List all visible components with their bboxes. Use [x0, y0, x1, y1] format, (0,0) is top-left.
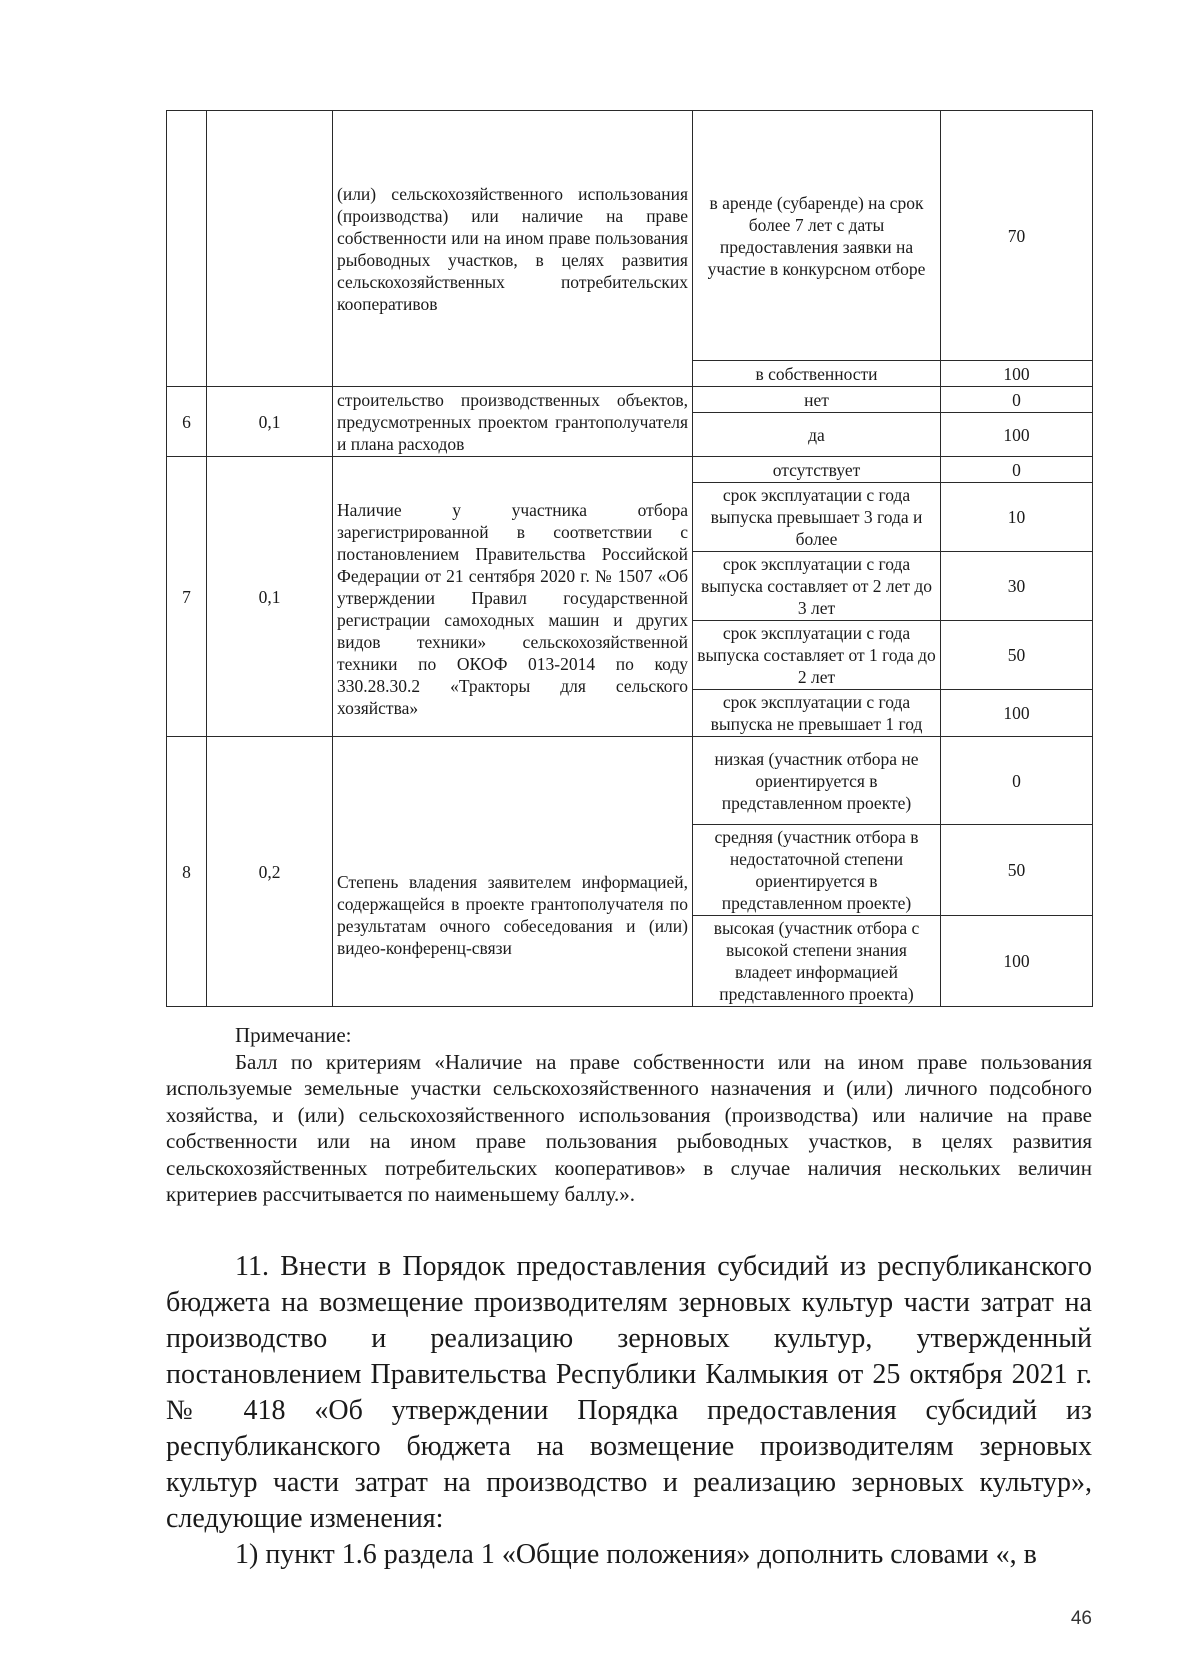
paragraph-11: 11. Внести в Порядок предоставления субсидий из республиканского бюджета на возмещение производителям зерновых культур части затрат на производство и реализацию зерновых культур, утвержденный постановлением Правительства Республики Калмыкия от 25 октября 2021 г. № 418 «Об утверждении Порядка предоставления субсидий из республиканского бюджета на возмещение производителям зерновых культур части затрат на производство и реализацию зерновых культур», следующие изменения:: [166, 1251, 1092, 1534]
criterion-cell: (или) сельскохозяйственного использования (производства) или наличие на праве собственности или на ином праве пользования рыбоводных участков, в целях развития сельскохозяйственных потребительских кооперативов: [333, 111, 693, 387]
condition-cell: низкая (участник отбора не ориентируется в представленном проекте): [693, 737, 941, 825]
criteria-table: [166, 110, 1093, 1007]
condition-cell: срок эксплуатации с года выпуска составляет от 1 года до 2 лет: [693, 621, 941, 690]
score-cell: 100: [941, 690, 1093, 737]
note-text: Балл по критериям «Наличие на праве собственности или на ином праве пользования используемые земельные участки сельскохозяйственного назначения и (или) личного подсобного хозяйства, и (или) сельскохозяйственного использования (производства) или наличие на праве собственности или на ином праве пользования рыбоводных участков, в целях развития сельскохозяйственных потребительских кооперативов» в случае наличия нескольких величин критериев рассчитывается по наименьшему баллу.».: [166, 1049, 1092, 1206]
num-cell: 7: [167, 457, 207, 737]
condition-cell: в аренде (субаренде) на срок более 7 лет с даты предоставления заявки на участие в конкурсном отборе: [693, 111, 941, 361]
num-cell: [167, 111, 207, 387]
criterion-text: Наличие у участника отбора зарегистрированной в соответствии с постановлением Правительства Российской Федерации от 21 сентября 2020 г. № 1507 «Об утверждении Правил государственной регистрации самоходных машин и других видов техники» сельскохозяйственной техники по ОКОФ 013-2014 по коду 330.28.30.2 «Тракторы для сельского хозяйства»: [337, 500, 688, 718]
criterion-cell: [333, 457, 693, 737]
weight-cell: 0,1: [207, 387, 333, 457]
score-cell: 0: [941, 457, 1093, 483]
condition-cell: в собственности: [693, 361, 941, 387]
criterion-cell: [333, 737, 693, 1007]
note-title: Примечание:: [235, 1023, 352, 1047]
condition-cell: срок эксплуатации с года выпуска составляет от 2 лет до 3 лет: [693, 552, 941, 621]
note-section: [166, 1022, 1092, 1208]
score-cell: 0: [941, 737, 1093, 825]
score-cell: 70: [941, 111, 1093, 361]
table-row: [167, 111, 1093, 361]
condition-cell: срок эксплуатации с года выпуска не превышает 1 год: [693, 690, 941, 737]
num-cell: 8: [167, 737, 207, 1007]
table-row: [167, 737, 1093, 825]
page-number: 46: [1070, 1608, 1092, 1629]
score-cell: 50: [941, 621, 1093, 690]
criterion-cell: строительство производственных объектов, предусмотренных проектом грантополучателя и плана расходов: [333, 387, 693, 457]
condition-cell: срок эксплуатации с года выпуска превышает 3 года и более: [693, 483, 941, 552]
weight-cell: [207, 111, 333, 387]
condition-cell: высокая (участник отбора с высокой степени знания владеет информацией представленного проекта): [693, 916, 941, 1007]
table-row: [167, 387, 1093, 413]
condition-cell: нет: [693, 387, 941, 413]
item-1: 1) пункт 1.6 раздела 1 «Общие положения» дополнить словами «, в: [235, 1539, 1037, 1570]
criterion-text: Степень владения заявителем информацией, содержащейся в проекте грантополучателя по результатам очного собеседования и (или) видео-конференц-связи: [337, 872, 688, 958]
score-cell: 100: [941, 413, 1093, 457]
score-cell: 100: [941, 916, 1093, 1007]
weight-cell: 0,2: [207, 737, 333, 1007]
body-section: [166, 1249, 1092, 1573]
condition-cell: средняя (участник отбора в недостаточной степени ориентируется в представленном проекте): [693, 825, 941, 916]
condition-cell: да: [693, 413, 941, 457]
weight-cell: 0,1: [207, 457, 333, 737]
condition-cell: отсутствует: [693, 457, 941, 483]
num-cell: 6: [167, 387, 207, 457]
score-cell: 0: [941, 387, 1093, 413]
score-cell: 100: [941, 361, 1093, 387]
score-cell: 10: [941, 483, 1093, 552]
score-cell: 50: [941, 825, 1093, 916]
table-row: [167, 457, 1093, 483]
score-cell: 30: [941, 552, 1093, 621]
